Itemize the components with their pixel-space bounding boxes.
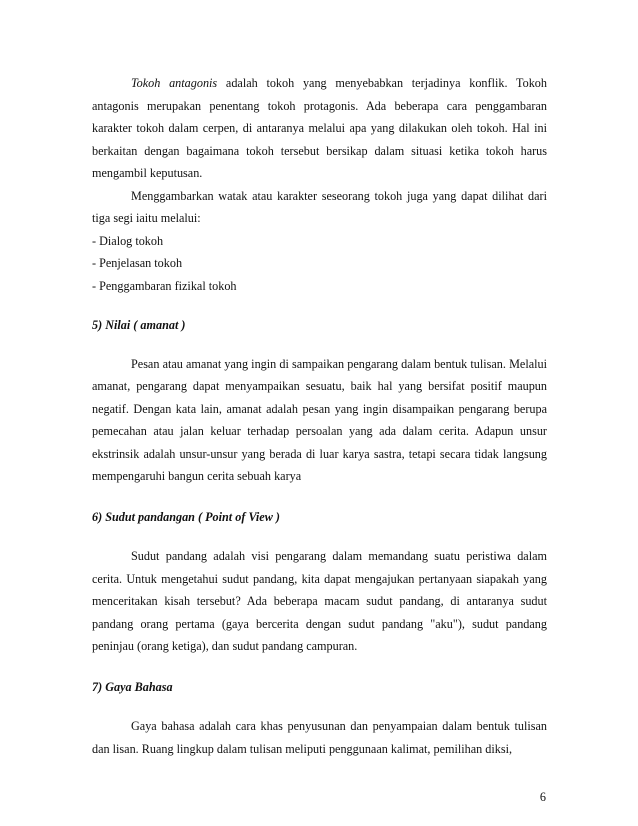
antagonist-text: adalah tokoh yang menyebabkan terjadinya konflik. Tokoh antagonis merupakan penentang tokoh protagonis. Ada beberapa cara penggambaran karakter tokoh dalam cerpen, di antaranya melalui apa yang dilakukan oleh tokoh. Hal ini berkaitan dengan bagaimana tokoh tersebut bersikap dalam situasi ketika tokoh harus mengambil keputusan.: [92, 76, 547, 180]
document-page: [92, 72, 547, 760]
list-item-physical: - Penggambaran fizikal tokoh: [92, 278, 237, 293]
antagonist-term: Tokoh antagonis: [131, 76, 218, 90]
antagonist-paragraph: [92, 72, 547, 185]
heading-sudut-pandangan: 6) Sudut pandangan ( Point of View ): [92, 509, 280, 524]
page-number: 6: [539, 790, 546, 804]
gaya-bahasa-paragraph: Gaya bahasa adalah cara khas penyusunan dan penyampaian dalam bentuk tulisan dan lisan. Ruang lingkup dalam tulisan meliputi penggunaan kalimat, pemilihan diksi,: [92, 719, 547, 756]
character-depiction-paragraph: Menggambarkan watak atau karakter seseorang tokoh juga yang dapat dilihat dari tiga segi iaitu melalui:: [92, 188, 547, 225]
heading-nilai: 5) Nilai ( amanat ): [92, 318, 186, 332]
list-item-dialog: - Dialog tokoh: [92, 233, 164, 248]
heading-gaya-bahasa: 7) Gaya Bahasa: [92, 679, 173, 694]
nilai-paragraph: Pesan atau amanat yang ingin di sampaikan pengarang dalam bentuk tulisan. Melalui amanat, pengarang dapat menyampaikan sesuatu, baik hal yang bersifat positif maupun negatif. Dengan kata lain, amanat adalah pesan yang ingin disampaikan pengarang berupa pemecahan atau jalan keluar terhadap persoalan yang ada dalam cerita. Adapun unsur ekstrinsik adalah unsur-unsur yang berada di luar karya sastra, tetapi secara tidak langsung mempengaruhi bangun cerita sebuah karya: [92, 356, 547, 483]
sudut-pandangan-paragraph: Sudut pandang adalah visi pengarang dalam memandang suatu peristiwa dalam cerita. Untuk mengetahui sudut pandang, kita dapat mengajukan pertanyaan siapakah yang menceritakan kisah tersebut? Ada beberapa macam sudut pandang, di antaranya sudut pandang orang pertama (gaya bercerita dengan sudut pandang "aku"), sudut pandang peninjau (orang ketiga), dan sudut pandang campuran.: [92, 549, 547, 653]
list-item-explanation: - Penjelasan tokoh: [92, 256, 183, 270]
